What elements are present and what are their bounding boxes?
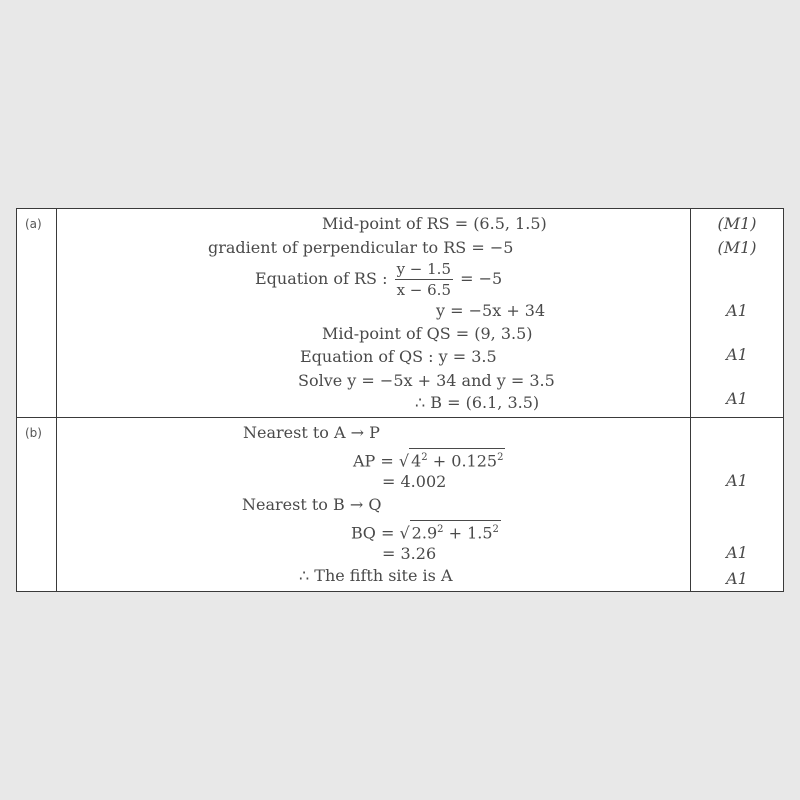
- radical-sign: √: [398, 451, 410, 471]
- part-b-mark-7: A1: [726, 569, 748, 588]
- column-divider-left: [56, 209, 57, 591]
- part-b-line-4: Nearest to B → Q: [242, 495, 382, 514]
- part-a-label: (a): [25, 217, 42, 231]
- bq-radicand: [410, 520, 501, 542]
- part-a-mark-2: (M1): [717, 238, 757, 257]
- equation-rs-prefix: Equation of RS :: [255, 269, 388, 288]
- part-a-mark-8: A1: [726, 389, 748, 408]
- ap-term-a: 4: [411, 451, 422, 471]
- bq-exp-b: 2: [492, 524, 499, 535]
- part-b-line-2: [353, 448, 505, 471]
- part-b-line-5: [351, 520, 501, 543]
- gradient-fraction: [395, 259, 453, 300]
- row-divider: [17, 417, 783, 418]
- part-a-line-5: Mid-point of QS = (9, 3.5): [322, 324, 533, 343]
- bq-prefix: BQ =: [351, 523, 395, 543]
- part-a-mark-1: (M1): [717, 214, 757, 233]
- part-b-label: (b): [25, 426, 42, 440]
- part-a-line-7: Solve y = −5x + 34 and y = 3.5: [298, 371, 555, 390]
- part-b-line-3: = 4.002: [382, 472, 447, 491]
- part-a-mark-4: A1: [726, 301, 748, 320]
- ap-radicand: [409, 448, 505, 470]
- radical-sign: √: [399, 523, 410, 543]
- part-b-mark-6: A1: [726, 543, 748, 562]
- equation-rs-suffix: = −5: [460, 269, 503, 288]
- part-a-line-8: ∴ B = (6.1, 3.5): [415, 393, 540, 412]
- ap-exp-b: 2: [497, 452, 504, 463]
- part-a-line-2: gradient of perpendicular to RS = −5: [208, 238, 514, 257]
- markscheme-table: [16, 208, 784, 592]
- bq-term-b: + 1.5: [448, 523, 493, 543]
- part-b-line-7: ∴ The fifth site is A: [299, 566, 453, 585]
- bq-term-a: 2.9: [411, 523, 438, 543]
- part-b-line-6: = 3.26: [382, 544, 437, 563]
- ap-term-b: + 0.125: [432, 451, 498, 471]
- fraction-numerator: y − 1.5: [396, 260, 451, 278]
- part-a-line-6: Equation of QS : y = 3.5: [300, 347, 497, 366]
- ap-exp-a: 2: [421, 452, 428, 463]
- part-a-line-4: y = −5x + 34: [436, 301, 546, 320]
- fraction-denominator: x − 6.5: [396, 281, 451, 299]
- part-a-line-3: [255, 258, 502, 300]
- part-a-mark-6: A1: [726, 345, 748, 364]
- part-a-line-1: Mid-point of RS = (6.5, 1.5): [322, 214, 547, 233]
- bq-exp-a: 2: [437, 524, 444, 535]
- part-b-mark-3: A1: [726, 471, 748, 490]
- ap-prefix: AP =: [353, 451, 394, 471]
- part-b-line-1: Nearest to A → P: [243, 423, 380, 442]
